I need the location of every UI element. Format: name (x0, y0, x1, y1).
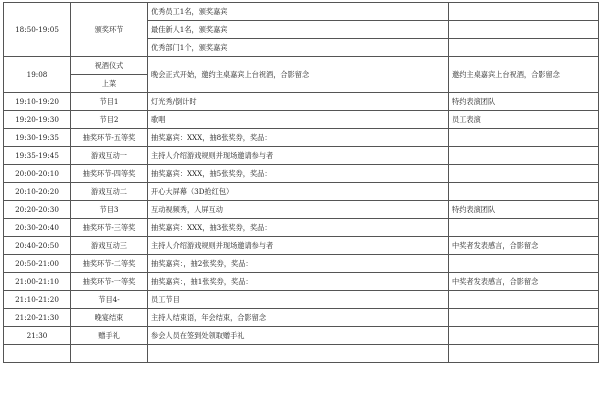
content-cell: 歌唱 (148, 111, 449, 129)
table-row (4, 57, 599, 75)
note-cell: 中奖者发表感言，合影留念 (449, 273, 599, 291)
segment-cell: 上菜 (71, 75, 148, 93)
segment-cell: 颁奖环节 (71, 3, 148, 57)
table-row (4, 237, 599, 255)
table-row (4, 129, 599, 147)
content-cell: 主持人结束语，年会结束，合影留念 (148, 309, 449, 327)
content-cell: 员工节目 (148, 291, 449, 309)
segment-cell: 节目3 (71, 201, 148, 219)
table-row (4, 327, 599, 345)
segment-cell: 抽奖环节-二等奖 (71, 255, 148, 273)
segment-cell: 晚宴结束 (71, 309, 148, 327)
note-cell (449, 3, 599, 21)
content-cell: 抽奖嘉宾：XXX，抽3张奖券，奖品： (148, 219, 449, 237)
time-cell: 18:50-19:05 (4, 3, 71, 57)
note-cell (449, 255, 599, 273)
time-cell: 21:10-21:20 (4, 291, 71, 309)
content-cell: 抽奖嘉宾：，抽2张奖券，奖品： (148, 255, 449, 273)
note-cell (449, 309, 599, 327)
table-row (4, 165, 599, 183)
time-cell: 20:10-20:20 (4, 183, 71, 201)
note-cell (449, 183, 599, 201)
table-row (4, 201, 599, 219)
note-cell (449, 165, 599, 183)
segment-cell: 游戏互动三 (71, 237, 148, 255)
note-cell (449, 345, 599, 363)
content-cell (148, 345, 449, 363)
content-cell: 主持人介绍游戏规则并现场邀请参与者 (148, 237, 449, 255)
note-cell (449, 129, 599, 147)
content-cell: 参会人员在签到处领取赠手礼 (148, 327, 449, 345)
content-cell: 优秀员工1名，颁奖嘉宾 (148, 3, 449, 21)
content-cell: 抽奖嘉宾：，抽1张奖券，奖品： (148, 273, 449, 291)
table-row (4, 111, 599, 129)
content-cell: 灯光秀/倒计时 (148, 93, 449, 111)
table-row (4, 255, 599, 273)
table-row (4, 93, 599, 111)
segment-cell (71, 345, 148, 363)
note-cell: 邀约主桌嘉宾上台祝酒，合影留念 (449, 57, 599, 93)
note-cell (449, 219, 599, 237)
time-cell: 19:10-19:20 (4, 93, 71, 111)
segment-cell: 节目1 (71, 93, 148, 111)
segment-cell: 节目2 (71, 111, 148, 129)
table-row (4, 291, 599, 309)
time-cell: 21:30 (4, 327, 71, 345)
time-cell (4, 345, 71, 363)
note-cell (449, 147, 599, 165)
time-cell: 20:50-21:00 (4, 255, 71, 273)
time-cell: 19:35-19:45 (4, 147, 71, 165)
time-cell: 19:08 (4, 57, 71, 93)
time-cell: 20:30-20:40 (4, 219, 71, 237)
content-cell: 主持人介绍游戏规则并现场邀请参与者 (148, 147, 449, 165)
table-row (4, 147, 599, 165)
time-cell: 19:20-19:30 (4, 111, 71, 129)
segment-cell: 游戏互动一 (71, 147, 148, 165)
content-cell: 优秀部门1个，颁奖嘉宾 (148, 39, 449, 57)
note-cell (449, 21, 599, 39)
note-cell: 特约表演团队 (449, 201, 599, 219)
time-cell: 21:00-21:10 (4, 273, 71, 291)
note-cell: 员工表演 (449, 111, 599, 129)
segment-cell: 赠手礼 (71, 327, 148, 345)
note-cell (449, 327, 599, 345)
segment-cell: 节目4- (71, 291, 148, 309)
segment-cell: 游戏互动二 (71, 183, 148, 201)
content-cell: 互动视频秀，人屏互动 (148, 201, 449, 219)
note-cell: 中奖者发表感言，合影留念 (449, 237, 599, 255)
content-cell: 开心大屏幕（3D抢红包） (148, 183, 449, 201)
content-cell: 抽奖嘉宾：XXX，抽8张奖券，奖品： (148, 129, 449, 147)
time-cell: 20:00-20:10 (4, 165, 71, 183)
table-row (4, 219, 599, 237)
time-cell: 20:20-20:30 (4, 201, 71, 219)
content-cell: 最佳新人1名，颁奖嘉宾 (148, 21, 449, 39)
segment-cell: 抽奖环节-五等奖 (71, 129, 148, 147)
time-cell: 19:30-19:35 (4, 129, 71, 147)
note-cell: 特约表演团队 (449, 93, 599, 111)
segment-cell: 抽奖环节-三等奖 (71, 219, 148, 237)
table-row (4, 273, 599, 291)
content-cell: 晚会正式开始，邀约主桌嘉宾上台祝酒，合影留念 (148, 57, 449, 93)
segment-cell: 抽奖环节-四等奖 (71, 165, 148, 183)
schedule-table (3, 2, 599, 363)
table-row (4, 3, 599, 21)
note-cell (449, 291, 599, 309)
note-cell (449, 39, 599, 57)
time-cell: 20:40-20:50 (4, 237, 71, 255)
time-cell: 21:20-21:30 (4, 309, 71, 327)
table-row (4, 309, 599, 327)
content-cell: 抽奖嘉宾：XXX，抽5张奖券，奖品： (148, 165, 449, 183)
table-row (4, 345, 599, 363)
table-row (4, 183, 599, 201)
segment-cell: 抽奖环节-一等奖 (71, 273, 148, 291)
segment-cell: 祝酒仪式 (71, 57, 148, 75)
